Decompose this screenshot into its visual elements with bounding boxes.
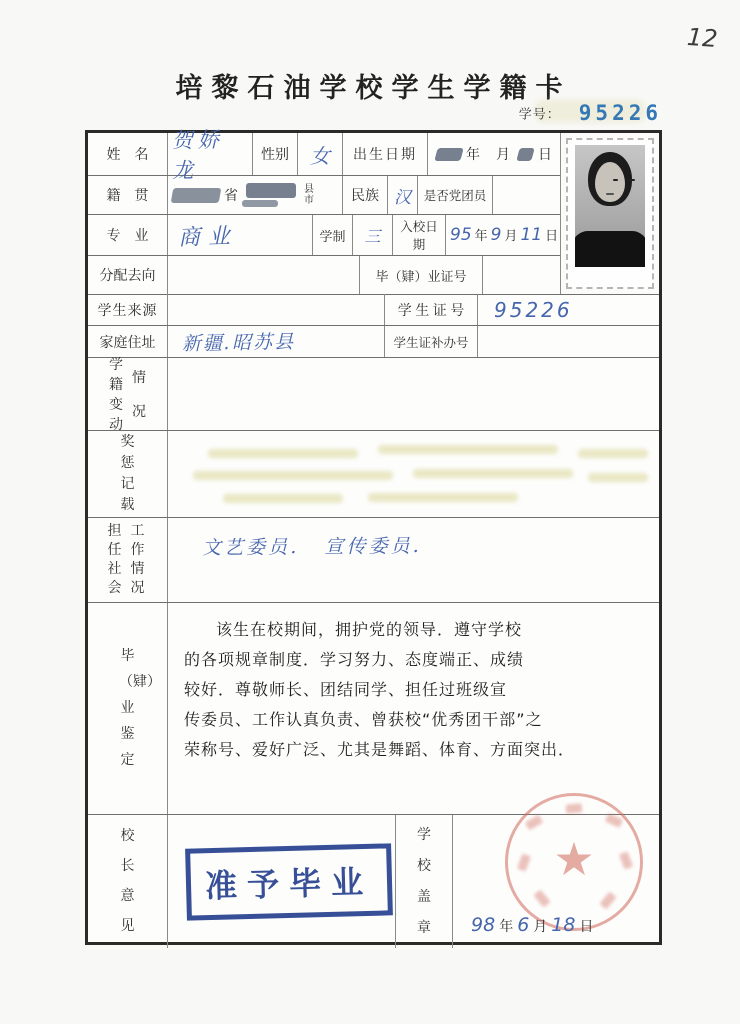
diploma-no-label: 毕（肄）业证号 [360, 256, 483, 294]
assignment-label: 分配去向 [88, 256, 168, 294]
page-corner-number: 12 [686, 22, 719, 54]
redaction-mark [434, 148, 463, 161]
seal-date: 98 年 6 月 18 日 [471, 914, 594, 936]
enroll-date-value: 95 年 9 月 11 日 [450, 225, 559, 245]
diploma-no-value [483, 256, 560, 294]
ethnic-value: 汉 [388, 176, 418, 214]
row-rewards [88, 431, 659, 518]
evaluation-value [168, 603, 659, 814]
top-band [88, 127, 659, 294]
principal-stamp-cell [168, 815, 396, 948]
gender-value: 女 [298, 133, 343, 175]
student-photo [575, 145, 645, 267]
seal-faded-text [517, 853, 531, 871]
approval-stamp: 准予毕业 [185, 843, 393, 920]
photo-cell [560, 133, 659, 294]
row-address [88, 326, 659, 358]
photo-mouth [606, 193, 614, 195]
birthdate-label: 出生日期 [343, 133, 428, 175]
id-reissue-value [478, 326, 659, 357]
row-origin [88, 176, 560, 215]
seal-faded-text [599, 891, 616, 909]
faded-handwriting [413, 469, 573, 478]
address-value: 新疆.昭苏县 [168, 326, 385, 357]
faded-handwriting [578, 449, 648, 458]
faded-handwriting [378, 445, 558, 454]
assignment-value [168, 256, 360, 294]
seal-faded-text [525, 815, 543, 831]
name-value: 贺娇龙 [168, 133, 253, 175]
seal-faded-text [566, 803, 583, 813]
photo-eye [630, 179, 635, 181]
faded-handwriting [223, 494, 343, 503]
row-principal [88, 815, 659, 948]
faded-handwriting [588, 473, 648, 482]
row-source [88, 294, 659, 326]
origin-label: 籍 贯 [88, 176, 168, 214]
id-reissue-label: 学生证补办号 [385, 326, 478, 357]
status-change-label: 学籍变动 情 况 [88, 358, 168, 430]
social-work-label: 担任社会 工作情况 [88, 518, 168, 602]
party-member-label: 是否党团员 [418, 176, 493, 214]
county-city-suffix: 县 市 [304, 184, 314, 206]
student-number-value: 95226 [578, 101, 662, 125]
source-label: 学生来源 [88, 294, 168, 325]
row-status-change [88, 358, 659, 431]
student-number-label: 学号： [518, 106, 561, 122]
party-member-value [493, 176, 560, 214]
source-value [168, 294, 385, 325]
school-seal [505, 793, 643, 931]
seal-faded-text [605, 813, 623, 828]
address-label: 家庭住址 [88, 326, 168, 357]
redaction-mark [171, 188, 222, 203]
row-major [88, 215, 560, 256]
evaluation-label: 毕（肄）业鉴定 [88, 603, 168, 814]
evaluation-paragraph: 该生在校期间，拥护党的领导．遵守学校 的各项规章制度．学习努力、态度端正、成绩 较好．尊敬师长、团结同学、担任过班级宣 传委员、工作认真负责、曾获校“优秀团干部”之 荣称号、爱好广泛、尤其是舞蹈、体育、方面突出． [184, 620, 576, 759]
faded-handwriting [368, 493, 518, 502]
seal-faded-text [533, 889, 550, 907]
rewards-value [168, 431, 659, 517]
photo-shoulders [575, 231, 645, 267]
schooling-value: 三 [353, 215, 393, 255]
gender-label: 性别 [253, 133, 298, 175]
social-work-value: 文艺委员． 宣传委员． [201, 534, 435, 560]
schooling-label: 学制 [313, 215, 353, 255]
photo-eye [613, 179, 618, 181]
row-assignment [88, 256, 560, 294]
rewards-label: 奖惩记载 [88, 431, 168, 517]
student-number-line [85, 101, 662, 125]
enroll-date-label: 入校日期 [393, 215, 446, 255]
faded-handwriting [193, 471, 393, 480]
origin-value: 省 县 市 [168, 176, 343, 214]
row-social-work [88, 518, 659, 603]
redaction-mark [242, 183, 300, 207]
school-seal-cell [453, 815, 659, 948]
photo-perforated-frame [566, 138, 654, 289]
row-evaluation [88, 603, 659, 815]
seal-faded-text [619, 851, 633, 869]
faded-handwriting [208, 449, 358, 458]
birthdate-value: 年 月 日 [428, 133, 560, 175]
major-label: 专 业 [88, 215, 168, 255]
ethnic-label: 民族 [343, 176, 388, 214]
major-value: 商业 [168, 215, 313, 255]
principal-label: 校长意见 [88, 815, 168, 948]
name-label: 姓 名 [88, 133, 168, 175]
photo-face [595, 162, 625, 202]
row-name [88, 127, 560, 183]
card-title: 培黎石油学校学生学籍卡 [175, 73, 572, 103]
school-seal-label: 学校盖章 [396, 815, 453, 948]
redaction-mark [516, 148, 534, 161]
student-id-label: 学 生 证 号 [385, 294, 478, 325]
student-id-value: 95226 [494, 297, 573, 322]
status-change-value [168, 358, 659, 430]
record-form-table [85, 127, 662, 945]
seal-star-icon: ★ [553, 834, 595, 886]
